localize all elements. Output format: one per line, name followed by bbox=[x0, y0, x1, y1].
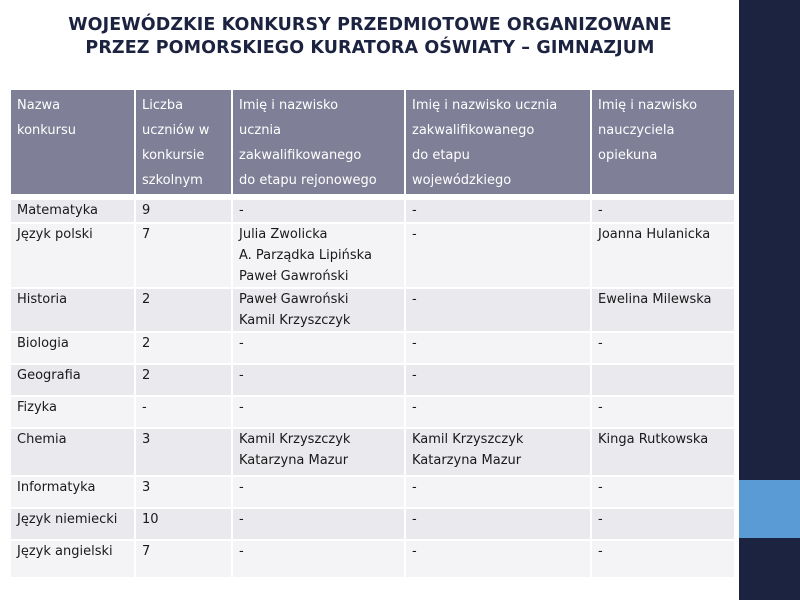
voivodeship-name: - bbox=[412, 400, 417, 415]
regional-name: A. Parządka Lipińska bbox=[239, 248, 372, 263]
cell-school-count: 10 bbox=[135, 508, 232, 540]
cell-subject: Język angielski bbox=[10, 540, 135, 578]
regional-name: Paweł Gawroński bbox=[239, 292, 349, 307]
header-text: Imię i nazwisko ucznia bbox=[412, 98, 558, 113]
cell-voivodeship bbox=[405, 476, 591, 508]
teacher-name: Ewelina Milewska bbox=[598, 292, 712, 307]
cell-teacher bbox=[591, 396, 735, 428]
teacher-name: - bbox=[598, 400, 603, 415]
cell-school-count: 3 bbox=[135, 476, 232, 508]
cell-teacher bbox=[591, 223, 735, 288]
table-row bbox=[10, 508, 735, 540]
table-row bbox=[10, 288, 735, 332]
cell-subject: Język niemiecki bbox=[10, 508, 135, 540]
header-text: nauczyciela bbox=[598, 123, 675, 138]
cell-regional bbox=[232, 508, 405, 540]
teacher-name: - bbox=[598, 544, 603, 559]
table-row bbox=[10, 476, 735, 508]
title-line-2: PRZEZ POMORSKIEGO KURATORA OŚWIATY – GIMNAZJUM bbox=[85, 38, 655, 58]
cell-subject: Biologia bbox=[10, 332, 135, 364]
header-text: wojewódzkiego bbox=[412, 173, 512, 188]
regional-name: Julia Zwolicka bbox=[239, 227, 328, 242]
cell-voivodeship bbox=[405, 508, 591, 540]
cell-voivodeship bbox=[405, 364, 591, 396]
cell-school-count: 3 bbox=[135, 428, 232, 476]
header-school-count bbox=[135, 89, 232, 197]
regional-name: Katarzyna Mazur bbox=[239, 453, 349, 468]
cell-subject: Chemia bbox=[10, 428, 135, 476]
regional-name: Kamil Krzyszczyk bbox=[239, 313, 351, 328]
cell-school-count: 7 bbox=[135, 223, 232, 288]
cell-subject: Historia bbox=[10, 288, 135, 332]
header-text: do etapu bbox=[412, 148, 470, 163]
header-text: szkolnym bbox=[142, 173, 203, 188]
regional-name: - bbox=[239, 480, 244, 495]
cell-regional bbox=[232, 396, 405, 428]
cell-regional bbox=[232, 223, 405, 288]
cell-regional bbox=[232, 288, 405, 332]
header-text: zakwalifikowanego bbox=[412, 123, 535, 138]
cell-school-count: 7 bbox=[135, 540, 232, 578]
sidebar-accent-block bbox=[739, 480, 800, 538]
regional-name: - bbox=[239, 336, 244, 351]
regional-name: Kamil Krzyszczyk bbox=[239, 432, 351, 447]
cell-teacher bbox=[591, 288, 735, 332]
cell-subject: Język polski bbox=[10, 223, 135, 288]
cell-school-count: 2 bbox=[135, 332, 232, 364]
voivodeship-name: - bbox=[412, 292, 417, 307]
cell-voivodeship bbox=[405, 428, 591, 476]
cell-school-count: 2 bbox=[135, 364, 232, 396]
header-voivodeship-stage bbox=[405, 89, 591, 197]
header-text: Nazwa bbox=[17, 98, 61, 113]
cell-subject: Matematyka bbox=[10, 197, 135, 223]
cell-voivodeship bbox=[405, 288, 591, 332]
table-row bbox=[10, 428, 735, 476]
cell-voivodeship bbox=[405, 332, 591, 364]
voivodeship-name: - bbox=[412, 368, 417, 383]
voivodeship-name: Kamil Krzyszczyk bbox=[412, 432, 524, 447]
competitions-table bbox=[9, 88, 736, 579]
cell-voivodeship bbox=[405, 396, 591, 428]
teacher-name: - bbox=[598, 480, 603, 495]
table-row bbox=[10, 223, 735, 288]
table-row bbox=[10, 197, 735, 223]
header-text: opiekuna bbox=[598, 148, 658, 163]
header-text: konkursu bbox=[17, 123, 76, 138]
cell-teacher bbox=[591, 476, 735, 508]
table-row bbox=[10, 332, 735, 364]
header-teacher bbox=[591, 89, 735, 197]
regional-name: - bbox=[239, 203, 244, 218]
table-row bbox=[10, 540, 735, 578]
voivodeship-name: - bbox=[412, 203, 417, 218]
header-text: zakwalifikowanego bbox=[239, 148, 362, 163]
table-body bbox=[10, 197, 735, 578]
cell-regional bbox=[232, 364, 405, 396]
header-text: konkursie bbox=[142, 148, 205, 163]
title-line-1: WOJEWÓDZKIE KONKURSY PRZEDMIOTOWE ORGANIZOWANE bbox=[68, 15, 672, 35]
slide-title bbox=[40, 14, 700, 60]
cell-voivodeship bbox=[405, 540, 591, 578]
regional-name: Paweł Gawroński bbox=[239, 269, 349, 284]
header-text: ucznia bbox=[239, 123, 282, 138]
regional-name: - bbox=[239, 512, 244, 527]
cell-voivodeship bbox=[405, 197, 591, 223]
teacher-name: - bbox=[598, 203, 603, 218]
header-text: uczniów w bbox=[142, 123, 210, 138]
teacher-name: - bbox=[598, 512, 603, 527]
voivodeship-name: - bbox=[412, 512, 417, 527]
voivodeship-name: - bbox=[412, 480, 417, 495]
cell-teacher bbox=[591, 428, 735, 476]
regional-name: - bbox=[239, 400, 244, 415]
voivodeship-name: - bbox=[412, 227, 417, 242]
cell-teacher bbox=[591, 197, 735, 223]
table-header-row bbox=[10, 89, 735, 197]
cell-school-count: 2 bbox=[135, 288, 232, 332]
cell-regional bbox=[232, 476, 405, 508]
cell-subject: Informatyka bbox=[10, 476, 135, 508]
header-text: Imię i nazwisko bbox=[239, 98, 339, 113]
cell-teacher bbox=[591, 540, 735, 578]
cell-teacher bbox=[591, 364, 735, 396]
cell-school-count: - bbox=[135, 396, 232, 428]
table-row bbox=[10, 364, 735, 396]
cell-regional bbox=[232, 540, 405, 578]
teacher-name: Kinga Rutkowska bbox=[598, 432, 709, 447]
regional-name: - bbox=[239, 544, 244, 559]
regional-name: - bbox=[239, 368, 244, 383]
table-row bbox=[10, 396, 735, 428]
header-text: Imię i nazwisko bbox=[598, 98, 698, 113]
cell-teacher bbox=[591, 332, 735, 364]
teacher-name: - bbox=[598, 336, 603, 351]
cell-teacher bbox=[591, 508, 735, 540]
cell-subject: Geografia bbox=[10, 364, 135, 396]
teacher-name: Joanna Hulanicka bbox=[598, 227, 711, 242]
voivodeship-name: - bbox=[412, 544, 417, 559]
cell-regional bbox=[232, 332, 405, 364]
voivodeship-name: Katarzyna Mazur bbox=[412, 453, 522, 468]
header-text: do etapu rejonowego bbox=[239, 173, 377, 188]
header-text: Liczba bbox=[142, 98, 184, 113]
cell-regional bbox=[232, 197, 405, 223]
voivodeship-name: - bbox=[412, 336, 417, 351]
cell-school-count: 9 bbox=[135, 197, 232, 223]
cell-subject: Fizyka bbox=[10, 396, 135, 428]
cell-voivodeship bbox=[405, 223, 591, 288]
cell-regional bbox=[232, 428, 405, 476]
header-regional-stage bbox=[232, 89, 405, 197]
header-subject bbox=[10, 89, 135, 197]
